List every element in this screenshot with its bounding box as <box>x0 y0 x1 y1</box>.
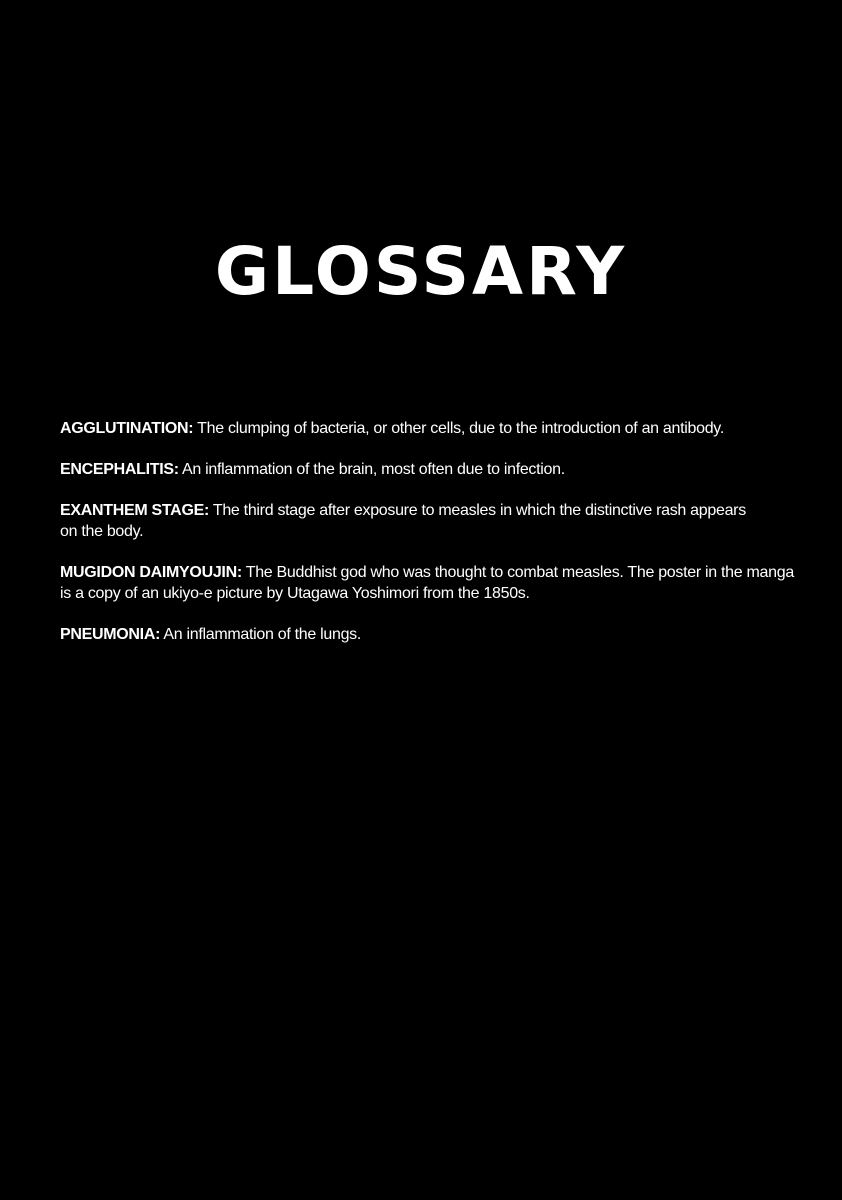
glossary-entry-agglutination <box>60 418 800 439</box>
glossary-term: ENCEPHALITIS: <box>60 461 179 478</box>
glossary-entry-mugidon-daimyoujin <box>60 562 800 604</box>
glossary-term: AGGLUTINATION: <box>60 420 194 437</box>
glossary-term: EXANTHEM STAGE: <box>60 502 209 519</box>
glossary-definition-line: is a copy of an ukiyo-e picture by Utagawa Yoshimori from the 1850s. <box>60 585 530 602</box>
glossary-entry-encephalitis <box>60 459 800 480</box>
glossary-list <box>60 418 800 665</box>
page-title: GLOSSARY <box>214 233 628 310</box>
glossary-entry-pneumonia <box>60 624 800 645</box>
glossary-term: MUGIDON DAIMYOUJIN: <box>60 564 242 581</box>
glossary-definition: The clumping of bacteria, or other cells, due to the introduction of an antibody. <box>197 420 724 437</box>
glossary-definition-line: The Buddhist god who was thought to combat measles. The poster in the manga <box>245 564 794 581</box>
glossary-entry-exanthem-stage <box>60 500 800 542</box>
glossary-definition: An inflammation of the brain, most often due to infection. <box>182 461 565 478</box>
glossary-definition-line: The third stage after exposure to measles in which the distinctive rash appears <box>212 502 746 519</box>
glossary-definition: An inflammation of the lungs. <box>163 626 362 643</box>
glossary-term: PNEUMONIA: <box>60 626 161 643</box>
glossary-definition-line: on the body. <box>60 523 144 540</box>
